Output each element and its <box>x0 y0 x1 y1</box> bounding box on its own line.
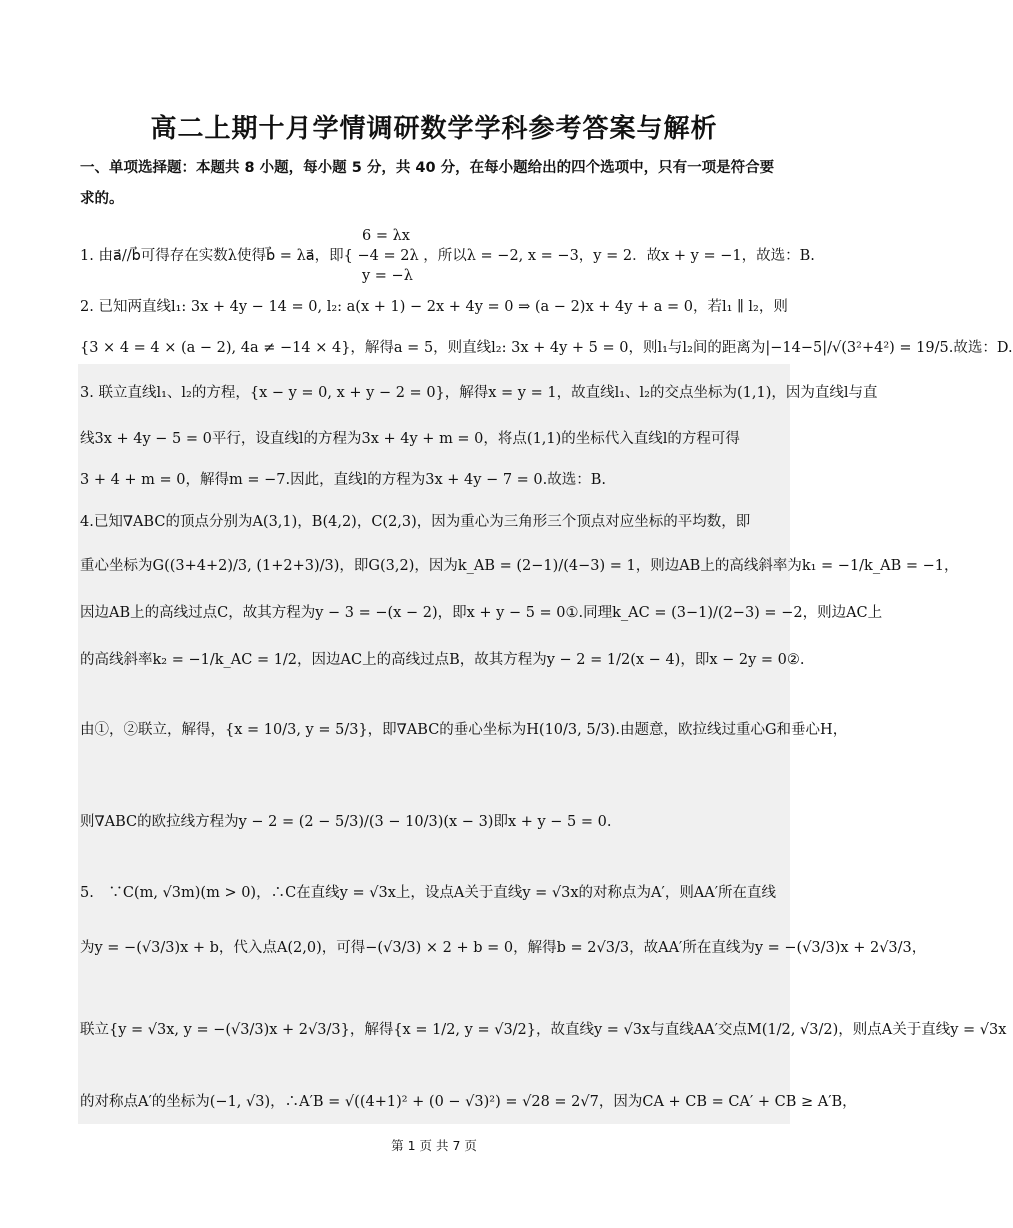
q5-line2: 为y = −(√3/3)x + b，代入点A(2,0)，可得−(√3/3) × 2 + b = 0，解得b = 2√3/3，故AA′所在直线为y = −(√3/3)x + 2√3/3， <box>80 940 927 956</box>
q1-system-line3: y = −λ <box>362 268 413 284</box>
q3-line2: 线3x + 4y − 5 = 0平行，设直线l的方程为3x + 4y + m = 0，将点(1,1)的坐标代入直线l的方程可得 <box>80 431 740 447</box>
q4-line1: 4.已知∇ABC的顶点分别为A(3,1)，B(4,2)，C(2,3)，因为重心为三角形三个顶点对应坐标的平均数，即 <box>80 514 751 530</box>
section-heading-line1: 一、单项选择题：本题共 8 小题，每小题 5 分，共 40 分，在每小题给出的四个选项中，只有一项是符合要 <box>80 160 775 176</box>
q4-line3: 因边AB上的高线过点C，故其方程为y − 3 = −(x − 2)，即x + y − 5 = 0①.同理k_AC = (3−1)/(2−3) = −2，则边AC上 <box>80 605 883 621</box>
q4-line5: 由①，②联立，解得，{x = 10/3, y = 5/3}，即∇ABC的垂心坐标为H(10/3, 5/3).由题意，欧拉线过重心G和垂心H， <box>80 722 848 738</box>
q4-line4: 的高线斜率k₂ = −1/k_AC = 1/2，因边AC上的高线过点B，故其方程为y − 2 = 1/2(x − 4)，即x − 2y = 0②. <box>80 652 805 668</box>
page-title: 高二上期十月学情调研数学学科参考答案与解析 <box>150 114 718 144</box>
page-footer: 第 1 页 共 7 页 <box>391 1138 477 1153</box>
q1-line: 1. 由a⃗//b⃗可得存在实数λ使得b⃗ = λa⃗，即{ −4 = 2λ ，所以λ = −2, x = −3，y = 2．故x + y = −1，故选：B. <box>80 248 815 264</box>
q4-line6: 则∇ABC的欧拉线方程为y − 2 = (2 − 5/3)/(3 − 10/3)(x − 3)即x + y − 5 = 0. <box>80 814 612 830</box>
q3-line1: 3. 联立直线l₁、l₂的方程，{x − y = 0, x + y − 2 = 0}，解得x = y = 1，故直线l₁、l₂的交点坐标为(1,1)，因为直线l与直 <box>80 385 878 401</box>
q5-line1: 5. ∵C(m, √3m)(m > 0)，∴C在直线y = √3x上，设点A关于直线y = √3x的对称点为A′，则AA′所在直线 <box>80 885 777 901</box>
section-heading-line2: 求的。 <box>80 191 124 207</box>
q5-line3: 联立{y = √3x, y = −(√3/3)x + 2√3/3}，解得{x = 1/2, y = √3/2}，故直线y = √3x与直线AA′交点M(1/2, √3/2)，则点A关于直线y = √3x <box>80 1022 1007 1038</box>
q2-line1: 2. 已知两直线l₁: 3x + 4y − 14 = 0, l₂: a(x + 1) − 2x + 4y = 0 ⇒ (a − 2)x + 4y + a = 0，若l₁ ∥ l₂，则 <box>80 299 788 315</box>
q2-line2: {3 × 4 = 4 × (a − 2), 4a ≠ −14 × 4}，解得a = 5，则直线l₂: 3x + 4y + 5 = 0，则l₁与l₂间的距离为|−14−5|/√(3²+4²) = 19/5.故选：D. <box>80 340 1013 356</box>
q3-line3: 3 + 4 + m = 0，解得m = −7.因此，直线l的方程为3x + 4y − 7 = 0.故选：B. <box>80 472 607 488</box>
q4-line2: 重心坐标为G((3+4+2)/3, (1+2+3)/3)，即G(3,2)，因为k_AB = (2−1)/(4−3) = 1，则边AB上的高线斜率为k₁ = −1/k_AB = −1， <box>80 558 959 574</box>
q5-line4: 的对称点A′的坐标为(−1, √3)，∴A′B = √((4+1)² + (0 − √3)²) = √28 = 2√7，因为CA + CB = CA′ + CB ≥ A′B， <box>80 1094 857 1110</box>
q1-system-line1: 6 = λx <box>362 228 410 244</box>
